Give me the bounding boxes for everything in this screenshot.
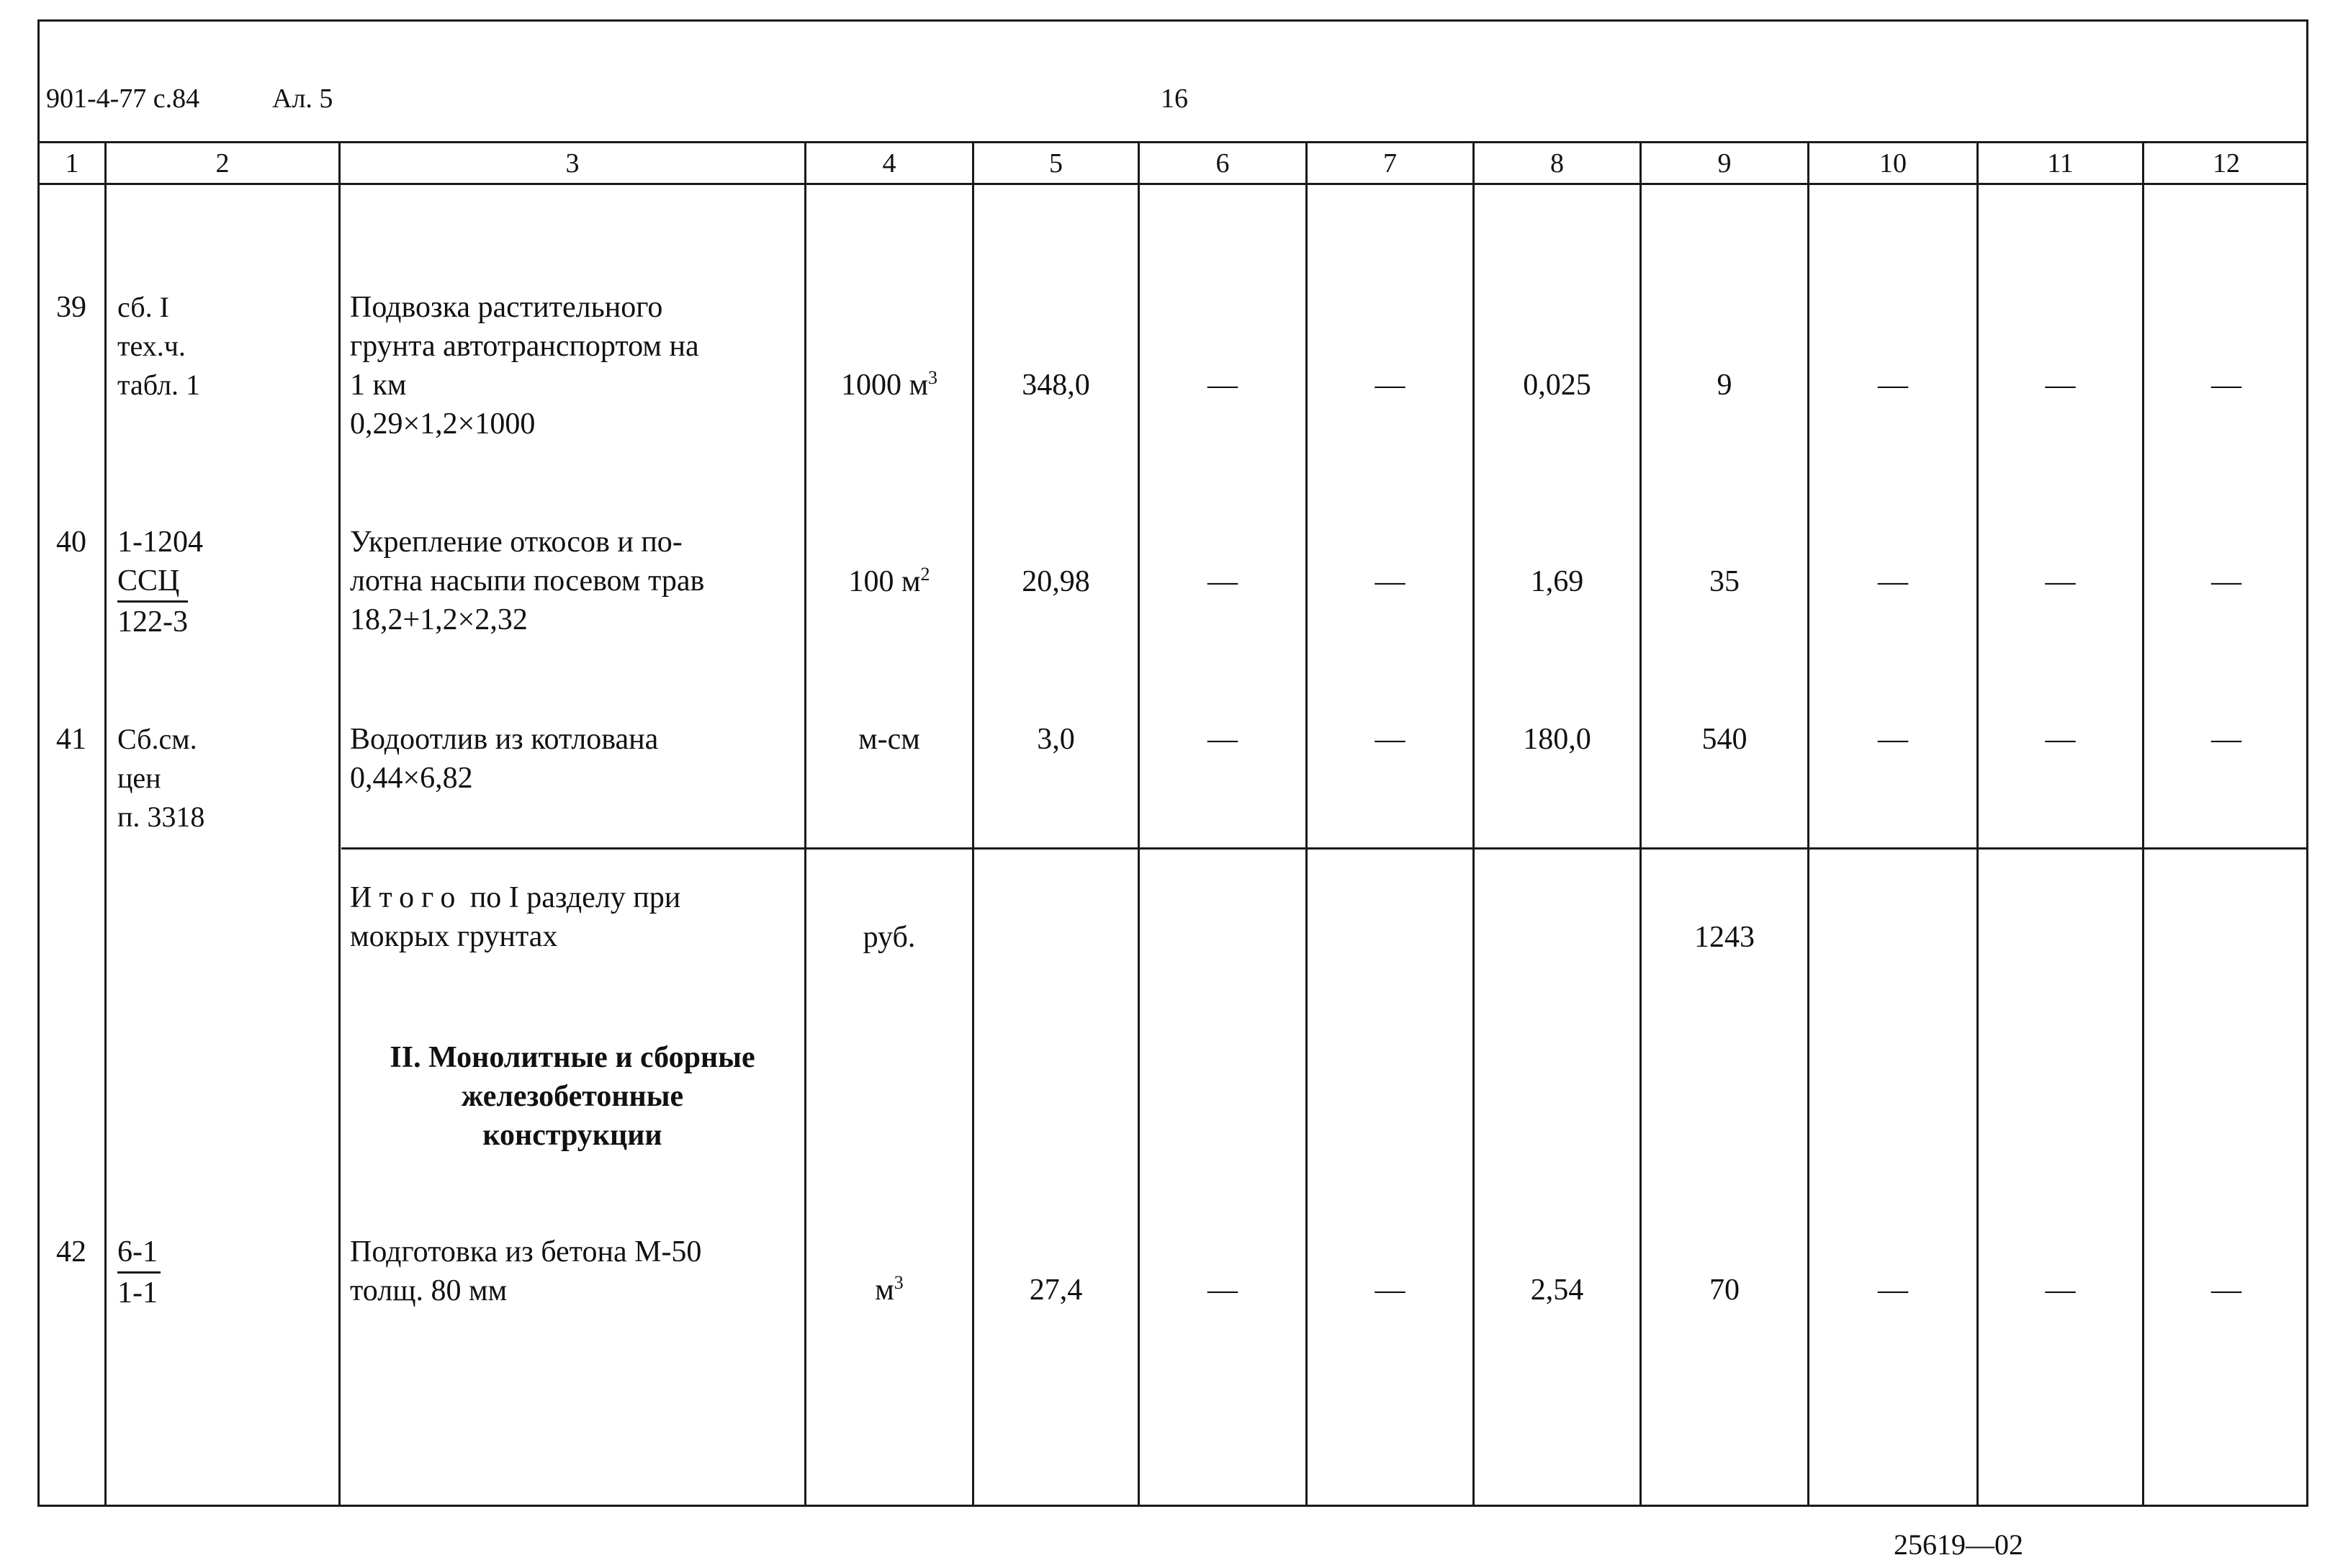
- row-description: [350, 523, 704, 639]
- row-reference: [117, 523, 203, 641]
- row-col11: —: [2045, 369, 2076, 402]
- section-title-line: железобетонные: [461, 1080, 684, 1113]
- row-col6: —: [1207, 369, 1238, 402]
- row-reference: [117, 288, 200, 405]
- page-header: [37, 19, 2308, 142]
- unit-exponent: 3: [928, 367, 938, 388]
- row-col11: —: [2045, 565, 2076, 598]
- row-number: 39: [56, 291, 86, 324]
- row-col6: —: [1207, 565, 1238, 598]
- row-col11: —: [2045, 1274, 2076, 1307]
- subtotal-keyword: Итого: [350, 881, 463, 914]
- row-total: 540: [1701, 723, 1748, 756]
- row-number: 41: [56, 723, 86, 756]
- row-col6: —: [1207, 1274, 1238, 1307]
- subtotal-label-line2: мокрых грунтах: [350, 920, 558, 953]
- col-divider: [104, 141, 107, 1507]
- desc-line: Укрепление откосов и по-: [350, 526, 683, 559]
- subtotal-total: 1243: [1694, 921, 1755, 954]
- subtotal-label: [350, 878, 680, 956]
- row-total: 70: [1709, 1274, 1740, 1307]
- page-number: 16: [1161, 84, 1188, 114]
- ref-line: Сб.см.: [117, 723, 197, 755]
- row-total: 9: [1717, 369, 1732, 402]
- row-col10: —: [1878, 369, 1908, 402]
- subtotal-divider: [341, 847, 2308, 850]
- col-header-10: 10: [1879, 148, 1907, 179]
- desc-line: Подготовка из бетона М-50: [350, 1235, 702, 1269]
- col-header-3: 3: [565, 148, 580, 179]
- row-col10: —: [1878, 1274, 1908, 1307]
- row-col10: —: [1878, 565, 1908, 598]
- row-col12: —: [2211, 565, 2241, 598]
- col-header-2: 2: [215, 148, 230, 179]
- col-header-12: 12: [2213, 148, 2240, 179]
- desc-line: 1 км: [350, 369, 407, 402]
- row-price: 1,69: [1530, 565, 1584, 598]
- col-header-8: 8: [1550, 148, 1564, 179]
- col-divider: [338, 141, 341, 1507]
- desc-line: Подвозка растительного: [350, 291, 663, 324]
- ref-fraction: [117, 562, 188, 641]
- col-header-4: 4: [882, 148, 896, 179]
- row-unit: [806, 366, 972, 405]
- row-unit: [806, 1271, 972, 1310]
- ref-denominator: 122-3: [117, 605, 188, 639]
- col-header-5: 5: [1049, 148, 1063, 179]
- desc-line: толщ. 80 мм: [350, 1274, 508, 1307]
- row-col11: —: [2045, 723, 2076, 756]
- row-description: [350, 288, 699, 443]
- row-col12: —: [2211, 723, 2241, 756]
- row-price: 0,025: [1523, 369, 1591, 402]
- row-price: 180,0: [1523, 723, 1591, 756]
- ref-line: табл. 1: [117, 369, 201, 401]
- desc-line: лотна насыпи посевом трав: [350, 564, 705, 598]
- row-unit: м-см: [858, 723, 920, 756]
- unit-text: 1000 м: [840, 369, 929, 402]
- header-divider: [37, 141, 2308, 143]
- col-header-11: 11: [2047, 148, 2074, 179]
- ref-numerator: 6-1: [117, 1233, 161, 1274]
- desc-line: грунта автотранспортом на: [350, 330, 699, 363]
- row-reference: [117, 720, 204, 837]
- subtotal-label-rest: по I разделу при: [469, 881, 681, 914]
- row-quantity: 27,4: [1029, 1274, 1083, 1307]
- row-unit: [806, 562, 972, 601]
- desc-line: 0,29×1,2×1000: [350, 407, 536, 441]
- row-col12: —: [2211, 1274, 2241, 1307]
- row-col6: —: [1207, 723, 1238, 756]
- desc-line: 18,2+1,2×2,32: [350, 603, 528, 636]
- ref-fraction: [117, 1233, 161, 1312]
- ref-line: п. 3318: [117, 801, 205, 833]
- row-col7: —: [1375, 1274, 1405, 1307]
- ref-line: 1-1204: [117, 526, 203, 559]
- unit-text: м: [875, 1274, 894, 1307]
- row-number: 42: [56, 1235, 86, 1269]
- subtotal-unit: руб.: [863, 921, 916, 954]
- row-quantity: 20,98: [1022, 565, 1090, 598]
- row-reference: [117, 1233, 161, 1312]
- desc-line: Водоотлив из котлована: [350, 723, 659, 756]
- row-col10: —: [1878, 723, 1908, 756]
- col-header-7: 7: [1383, 148, 1397, 179]
- row-col12: —: [2211, 369, 2241, 402]
- doc-code: 901-4-77 с.84: [46, 84, 200, 114]
- row-col7: —: [1375, 369, 1405, 402]
- ref-numerator: ССЦ: [117, 562, 188, 603]
- section-title-line: II. Монолитные и сборные: [390, 1041, 755, 1074]
- unit-exponent: 3: [894, 1272, 904, 1293]
- ref-line: цен: [117, 762, 161, 794]
- ref-denominator: 1-1: [117, 1276, 158, 1310]
- row-quantity: 3,0: [1037, 723, 1075, 756]
- col-header-9: 9: [1717, 148, 1732, 179]
- row-quantity: 348,0: [1022, 369, 1090, 402]
- col-header-6: 6: [1215, 148, 1230, 179]
- row-price: 2,54: [1530, 1274, 1584, 1307]
- row-description: [350, 720, 658, 798]
- unit-exponent: 2: [920, 564, 930, 585]
- row-col7: —: [1375, 565, 1405, 598]
- section-title-line: конструкции: [482, 1119, 662, 1152]
- col-header-1: 1: [65, 148, 79, 179]
- row-total: 35: [1709, 565, 1740, 598]
- album-label: Ал. 5: [272, 84, 333, 114]
- ref-line: сб. I: [117, 291, 169, 323]
- desc-line: 0,44×6,82: [350, 762, 473, 795]
- row-col7: —: [1375, 723, 1405, 756]
- row-description: [350, 1233, 701, 1310]
- ref-line: тех.ч.: [117, 330, 186, 362]
- footer-code: 25619—02: [1894, 1528, 2023, 1561]
- row-number: 40: [56, 526, 86, 559]
- unit-text: 100 м: [848, 565, 921, 598]
- section-title: [341, 1038, 804, 1155]
